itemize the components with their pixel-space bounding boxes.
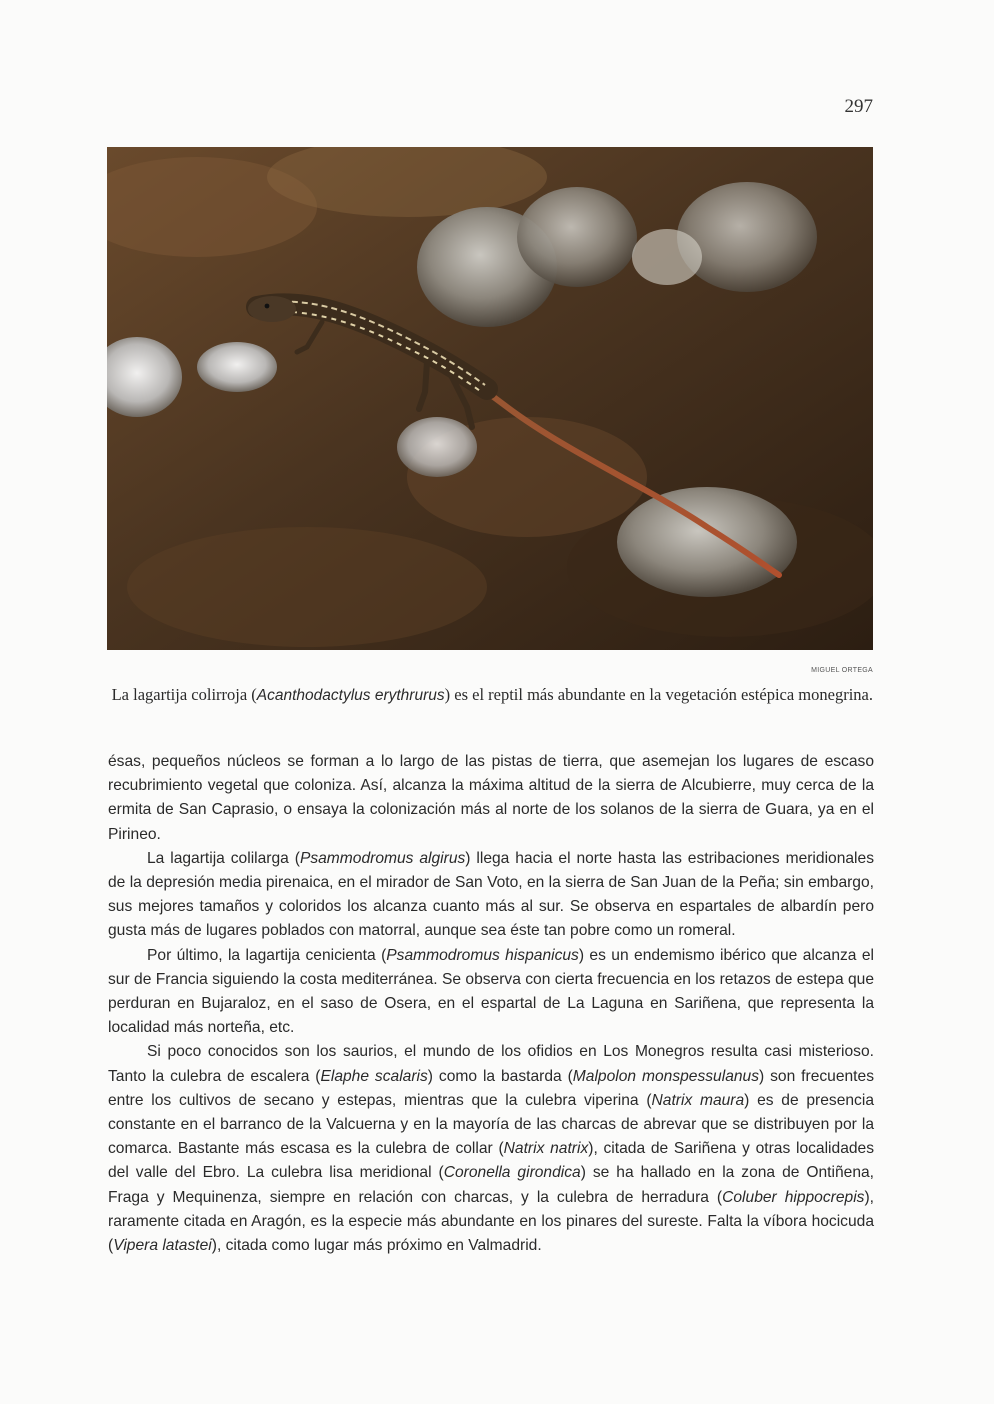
paragraph-text: ésas, pequeños núcleos se forman a lo largo de las pistas de tierra, que asemejan los lugares de escaso recubrimiento vegetal que coloniza. Así, alcanza la máxima altitud de la sierra de Alcubierre, muy cerca de la ermita de San Caprasio, o ensaya la colonización más al norte de los solanos de la sierra de Guara, ya en el Pirineo.	[108, 753, 874, 843]
species-name: Natrix natrix	[503, 1140, 589, 1158]
lizard-photo	[107, 147, 873, 650]
paragraph-text: ) son frecuentes entre los cultivos de secano y estepas, mientras que la culebra viperina (	[108, 1067, 874, 1109]
paragraph-text: ) es un endemismo ibérico que alcanza el sur de Francia siguiendo la costa mediterránea. Se observa con cierta frecuencia en los retazos de estepa que perduran en Bujaraloz, en el saso de Osera, en el espartal de La Laguna en Sariñena, que representa la localidad más norteña, etc.	[108, 946, 874, 1037]
paragraph-text: ) es de presencia constante en el barranco de la Valcuerna y en la mayoría de las charcas de abrevar que se distribuyen por la comarca. Bastante más escasa es la culebra de collar (	[108, 1091, 874, 1158]
species-name: Natrix maura	[651, 1091, 745, 1109]
page-number: 297	[844, 96, 873, 117]
species-name: Elaphe scalaris	[320, 1067, 428, 1085]
paragraph-text: ) llega hacia el norte hasta las estribaciones meridionales de la depresión media pirenaica, en el mirador de San Voto, en la sierra de San Juan de la Peña; sin embargo, sus mejores tamaños y coloridos los alcanza cuanto más al sur. Se observa en espartales de albardín pero gusta más de lugares poblados con matorral, aunque sea éste tan pobre como un romeral.	[108, 849, 874, 940]
paragraph-text: ), raramente citada en Aragón, es la especie más abundante en los pinares del sureste. Falta la víbora hocicuda (	[108, 1188, 874, 1255]
paragraph	[108, 750, 874, 847]
paragraph-text: ), citada de Sariñena y otras localidades del valle del Ebro. La culebra lisa meridional (	[108, 1140, 875, 1182]
caption-text-post: ) es el reptil más abundante en la vegetación estépica monegrina.	[444, 685, 873, 704]
photo-credit: MIGUEL ORTEGA	[811, 667, 873, 674]
paragraph-text: Si poco conocidos son los saurios, el mundo de los ofidios en Los Monegros resulta casi misterioso. Tanto la culebra de escalera (	[108, 1043, 874, 1085]
paragraph	[108, 847, 874, 944]
paragraph-text: La lagartija colilarga (	[147, 849, 300, 867]
paragraph-text: ) como la bastarda (	[427, 1067, 573, 1085]
paragraph-text: Por último, la lagartija cenicienta (	[147, 946, 387, 964]
species-name: Coluber hippocrepis	[722, 1188, 865, 1206]
caption-text-pre: La lagartija colirroja (	[111, 685, 257, 704]
lizard-illustration	[107, 147, 873, 650]
paragraph	[108, 1040, 874, 1258]
species-name: Malpolon monspessulanus	[572, 1067, 760, 1085]
caption-species-name: Acanthodactylus erythrurus	[256, 687, 445, 704]
article-body	[108, 750, 874, 1258]
paragraph	[108, 944, 874, 1041]
species-name: Psammodromus hispanicus	[386, 946, 579, 964]
species-name: Coronella girondica	[443, 1164, 581, 1182]
species-name: Vipera latastei	[113, 1237, 212, 1255]
paragraph-text: ), citada como lugar más próximo en Valmadrid.	[211, 1237, 542, 1255]
photo-caption	[107, 682, 873, 708]
paragraph-text: ) se ha hallado en la zona de Ontiñena, Fraga y Mequinenza, siempre en relación con charcas, y la culebra de herradura (	[108, 1164, 875, 1206]
species-name: Psammodromus algirus	[299, 849, 466, 867]
